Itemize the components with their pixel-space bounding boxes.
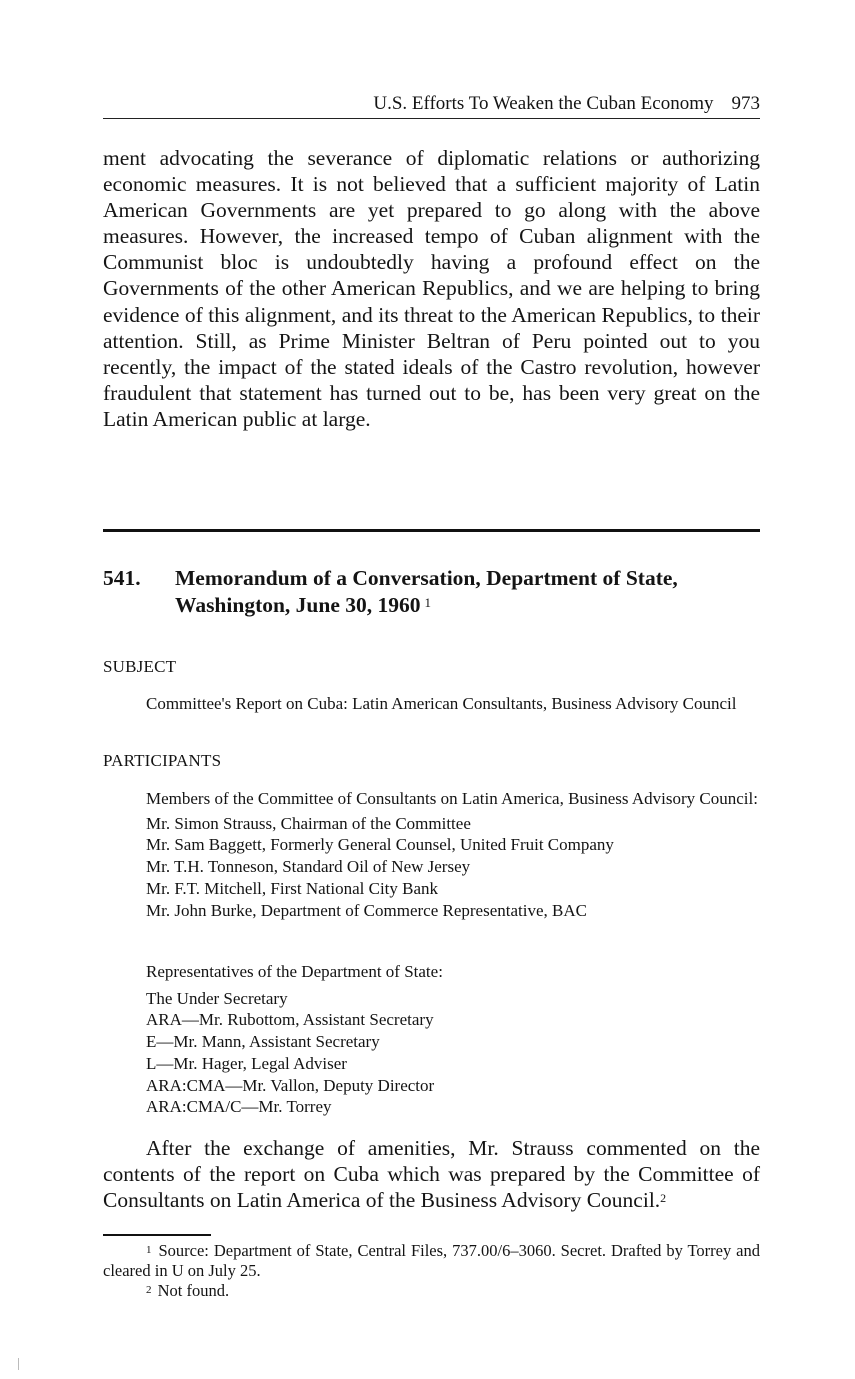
participant-item: The Under Secretary [146,988,288,1008]
body-footnote-ref[interactable]: 2 [660,1191,667,1206]
participant-item: Mr. John Burke, Department of Commerce Representative, BAC [146,900,587,920]
footnote-marker: 2 [146,1284,152,1296]
participant-item: ARA:CMA/C—Mr. Torrey [146,1097,332,1117]
subject-label: SUBJECT [103,657,177,676]
document-title-line2: Washington, June 30, 1960 [175,593,421,617]
participant-item: Mr. Sam Baggett, Formerly General Counsel, United Fruit Company [146,835,614,855]
subject-text: Committee's Report on Cuba: Latin American Consultants, Business Advisory Council [146,694,737,713]
footnote-marker: 1 [146,1244,152,1256]
footnote-2 [103,1281,760,1301]
subject-block [146,693,760,715]
title-footnote-ref[interactable]: 1 [424,595,432,610]
running-head-title: U.S. Efforts To Weaken the Cuban Economy [373,93,714,114]
body-paragraph-text: After the exchange of amenities, Mr. Strauss commented on the contents of the report on Cuba which was prepared by the Committee of Consultants on Latin America of the Business Advisory Council. [103,1136,760,1213]
committee-block [146,788,760,921]
committee-heading: Members of the Committee of Consultants on Latin America, Business Advisory Council: [146,789,758,808]
document-title [175,565,760,619]
margin-mark [18,1358,19,1370]
participant-item: E—Mr. Mann, Assistant Secretary [146,1032,380,1052]
continued-paragraph: ment advocating the severance of diplomatic relations or authorizing economic measures. It is not believed that a sufficient majority of Latin American Governments are yet prepared to go along with the above measures. However, the increased tempo of Cuban alignment with the Communist bloc is undoubtedly having a profound effect on the Governments of the other American Republics, and we are helping to bring evidence of this alignment, and its threat to the American Republics, to their attention. Still, as Prime Minister Beltran of Peru pointed out to you recently, the impact of the stated ideals of the Castro revolution, however fraudulent that statement has turned out to be, has been very great on the Latin American public at large. [103,146,760,431]
running-head [103,90,760,119]
participant-item: ARA—Mr. Rubottom, Assistant Secretary [146,1010,434,1030]
participant-item: Mr. Simon Strauss, Chairman of the Committee [146,813,471,833]
participants-label: PARTICIPANTS [103,751,222,770]
footnote-1 [103,1241,760,1281]
document-title-line1: Memorandum of a Conversation, Department of State, [175,566,678,590]
section-divider [103,529,760,532]
footnote-text: Source: Department of State, Central Files, 737.00/6–3060. Secret. Drafted by Torrey and cleared in U on July 25. [103,1241,761,1280]
state-heading: Representatives of the Department of State: [146,962,443,981]
participant-item: Mr. F.T. Mitchell, First National City Bank [146,878,439,898]
page-number: 973 [731,93,760,114]
body-paragraph [103,1135,760,1213]
footnote-text: Not found. [157,1281,230,1300]
document-number: 541. [103,566,141,590]
state-block [146,961,760,1118]
footnotes [103,1241,760,1301]
participant-item: Mr. T.H. Tonneson, Standard Oil of New Jersey [146,857,471,877]
participant-item: L—Mr. Hager, Legal Adviser [146,1053,347,1073]
participant-item: ARA:CMA—Mr. Vallon, Deputy Director [146,1075,435,1095]
footnote-divider [103,1234,211,1236]
